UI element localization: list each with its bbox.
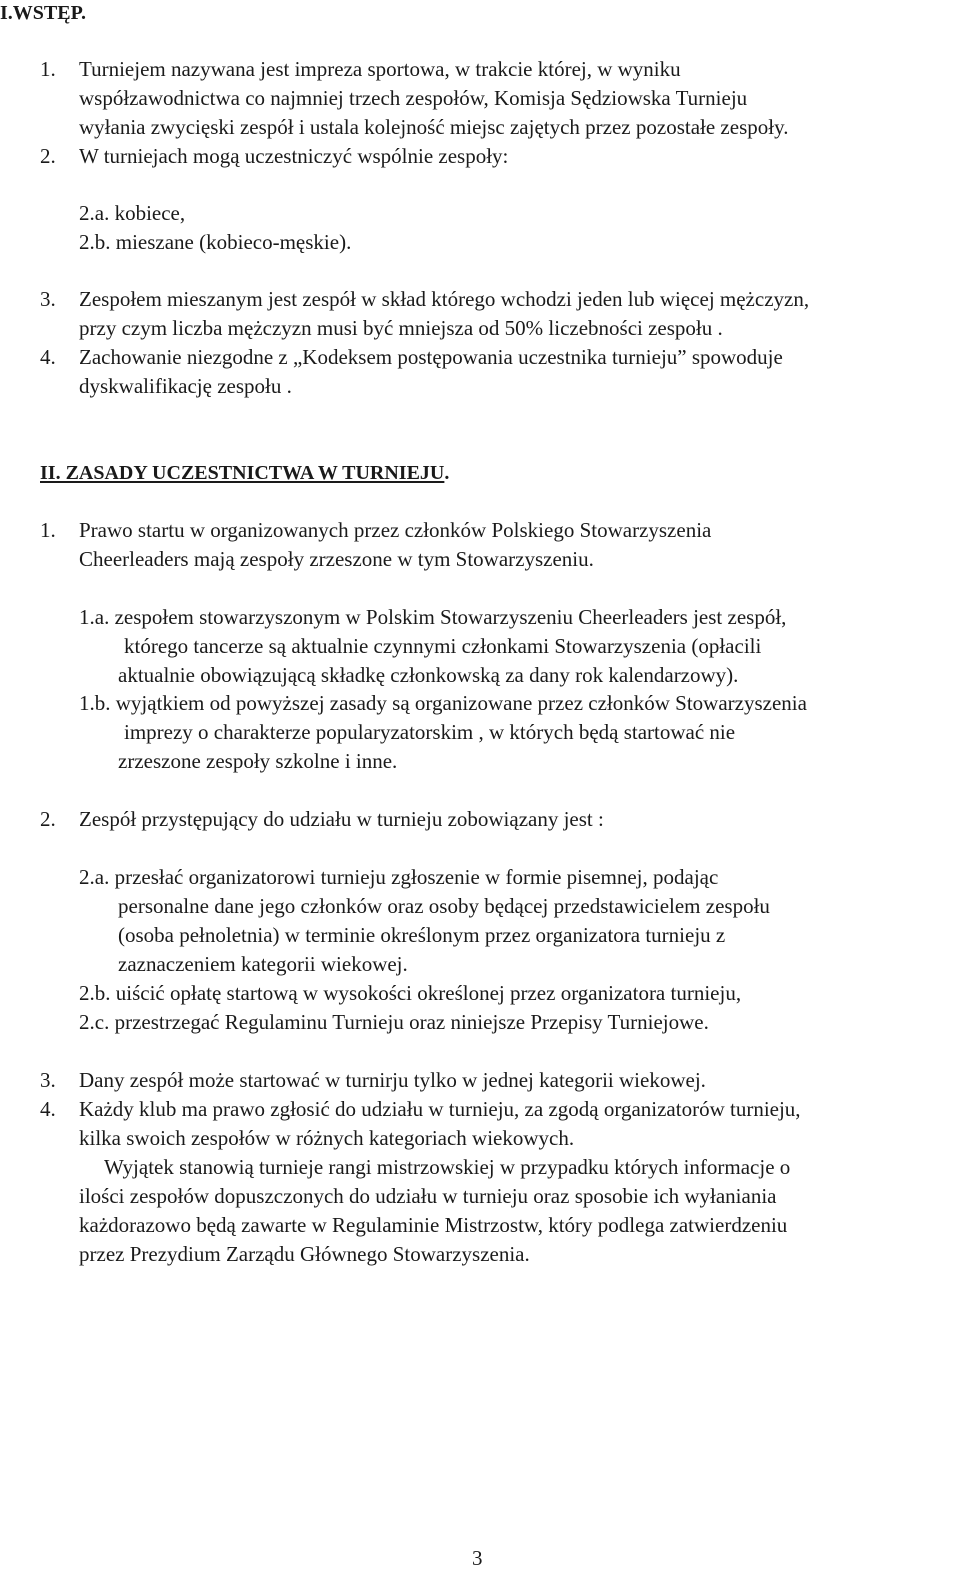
- item-number: 2.: [40, 807, 56, 831]
- paragraph-line: Każdy klub ma prawo zgłosić do udziału w turnieju, za zgodą organizatorów turnieju,: [79, 1097, 801, 1121]
- paragraph-line: Cheerleaders mają zespoły zrzeszone w tym Stowarzyszeniu.: [79, 547, 594, 571]
- item-number: 3.: [40, 287, 56, 311]
- paragraph-line: przez Prezydium Zarządu Głównego Stowarzyszenia.: [79, 1242, 530, 1266]
- sub-item-line: 2.a. kobiece,: [79, 201, 186, 225]
- page-number: 3: [472, 1546, 483, 1570]
- sub-item-line: 2.b. mieszane (kobieco-męskie).: [79, 230, 352, 254]
- item-number: 4.: [40, 1097, 56, 1121]
- paragraph-line: współzawodnictwa co najmniej trzech zespołów, Komisja Sędziowska Turnieju: [79, 86, 748, 110]
- paragraph-line: przy czym liczba mężczyzn musi być mniejsza od 50% liczebności zespołu .: [79, 316, 723, 340]
- sub-item-line: zrzeszone zespoły szkolne i inne.: [118, 749, 398, 773]
- sub-item-line: którego tancerze są aktualnie czynnymi członkami Stowarzyszenia (opłacili: [124, 634, 762, 658]
- paragraph-line: każdorazowo będą zawarte w Regulaminie Mistrzostw, który podlega zatwierdzeniu: [79, 1213, 788, 1237]
- sub-item-line: aktualnie obowiązującą składkę członkowską za dany rok kalendarzowy).: [118, 663, 739, 687]
- item-number: 2.: [40, 144, 56, 168]
- item-number: 1.: [40, 57, 56, 81]
- section-heading-text: II. ZASADY UCZESTNICTWA W TURNIEJU: [40, 462, 445, 484]
- section-heading-dot: .: [444, 462, 450, 484]
- paragraph-line: Dany zespół może startować w turnirju tylko w jednej kategorii wiekowej.: [79, 1068, 706, 1092]
- sub-item-line: 2.c. przestrzegać Regulaminu Turnieju oraz niniejsze Przepisy Turniejowe.: [79, 1010, 709, 1034]
- item-number: 3.: [40, 1068, 56, 1092]
- sub-item-line: 1.b. wyjątkiem od powyższej zasady są organizowane przez członków Stowarzyszenia: [79, 691, 807, 715]
- item-number: 4.: [40, 345, 56, 369]
- sub-item-line: 2.b. uiścić opłatę startową w wysokości określonej przez organizatora turnieju,: [79, 981, 742, 1005]
- paragraph-line: wyłania zwycięski zespół i ustala kolejność miejsc zajętych przez pozostałe zespoły.: [79, 115, 789, 139]
- paragraph-line: Zespołem mieszanym jest zespół w skład którego wchodzi jeden lub więcej mężczyzn,: [79, 287, 810, 311]
- section-heading-intro: I.WSTĘP.: [0, 2, 86, 24]
- item-number: 1.: [40, 518, 56, 542]
- paragraph-line: Prawo startu w organizowanych przez członków Polskiego Stowarzyszenia: [79, 518, 712, 542]
- paragraph-line: ilości zespołów dopuszczonych do udziału w turnieju oraz sposobie ich wyłaniania: [79, 1184, 777, 1208]
- paragraph-line: Wyjątek stanowią turnieje rangi mistrzowskiej w przypadku których informacje o: [104, 1155, 791, 1179]
- paragraph-line: Zachowanie niezgodne z „Kodeksem postępowania uczestnika turnieju” spowoduje: [79, 345, 783, 369]
- sub-item-line: 1.a. zespołem stowarzyszonym w Polskim Stowarzyszeniu Cheerleaders jest zespół,: [79, 605, 787, 629]
- paragraph-line: W turniejach mogą uczestniczyć wspólnie zespoły:: [79, 144, 509, 168]
- paragraph-line: Zespół przystępujący do udziału w turnieju zobowiązany jest :: [79, 807, 604, 831]
- section-heading-participation: [40, 462, 449, 485]
- sub-item-line: (osoba pełnoletnia) w terminie określonym przez organizatora turnieju z: [118, 923, 726, 947]
- paragraph-line: kilka swoich zespołów w różnych kategoriach wiekowych.: [79, 1126, 575, 1150]
- sub-item-line: personalne dane jego członków oraz osoby będącej przedstawicielem zespołu: [118, 894, 770, 918]
- sub-item-line: imprezy o charakterze popularyzatorskim , w których będą startować nie: [124, 720, 736, 744]
- paragraph-line: Turniejem nazywana jest impreza sportowa, w trakcie której, w wyniku: [79, 57, 681, 81]
- paragraph-line: dyskwalifikację zespołu .: [79, 374, 292, 398]
- sub-item-line: zaznaczeniem kategorii wiekowej.: [118, 952, 408, 976]
- sub-item-line: 2.a. przesłać organizatorowi turnieju zgłoszenie w formie pisemnej, podając: [79, 865, 719, 889]
